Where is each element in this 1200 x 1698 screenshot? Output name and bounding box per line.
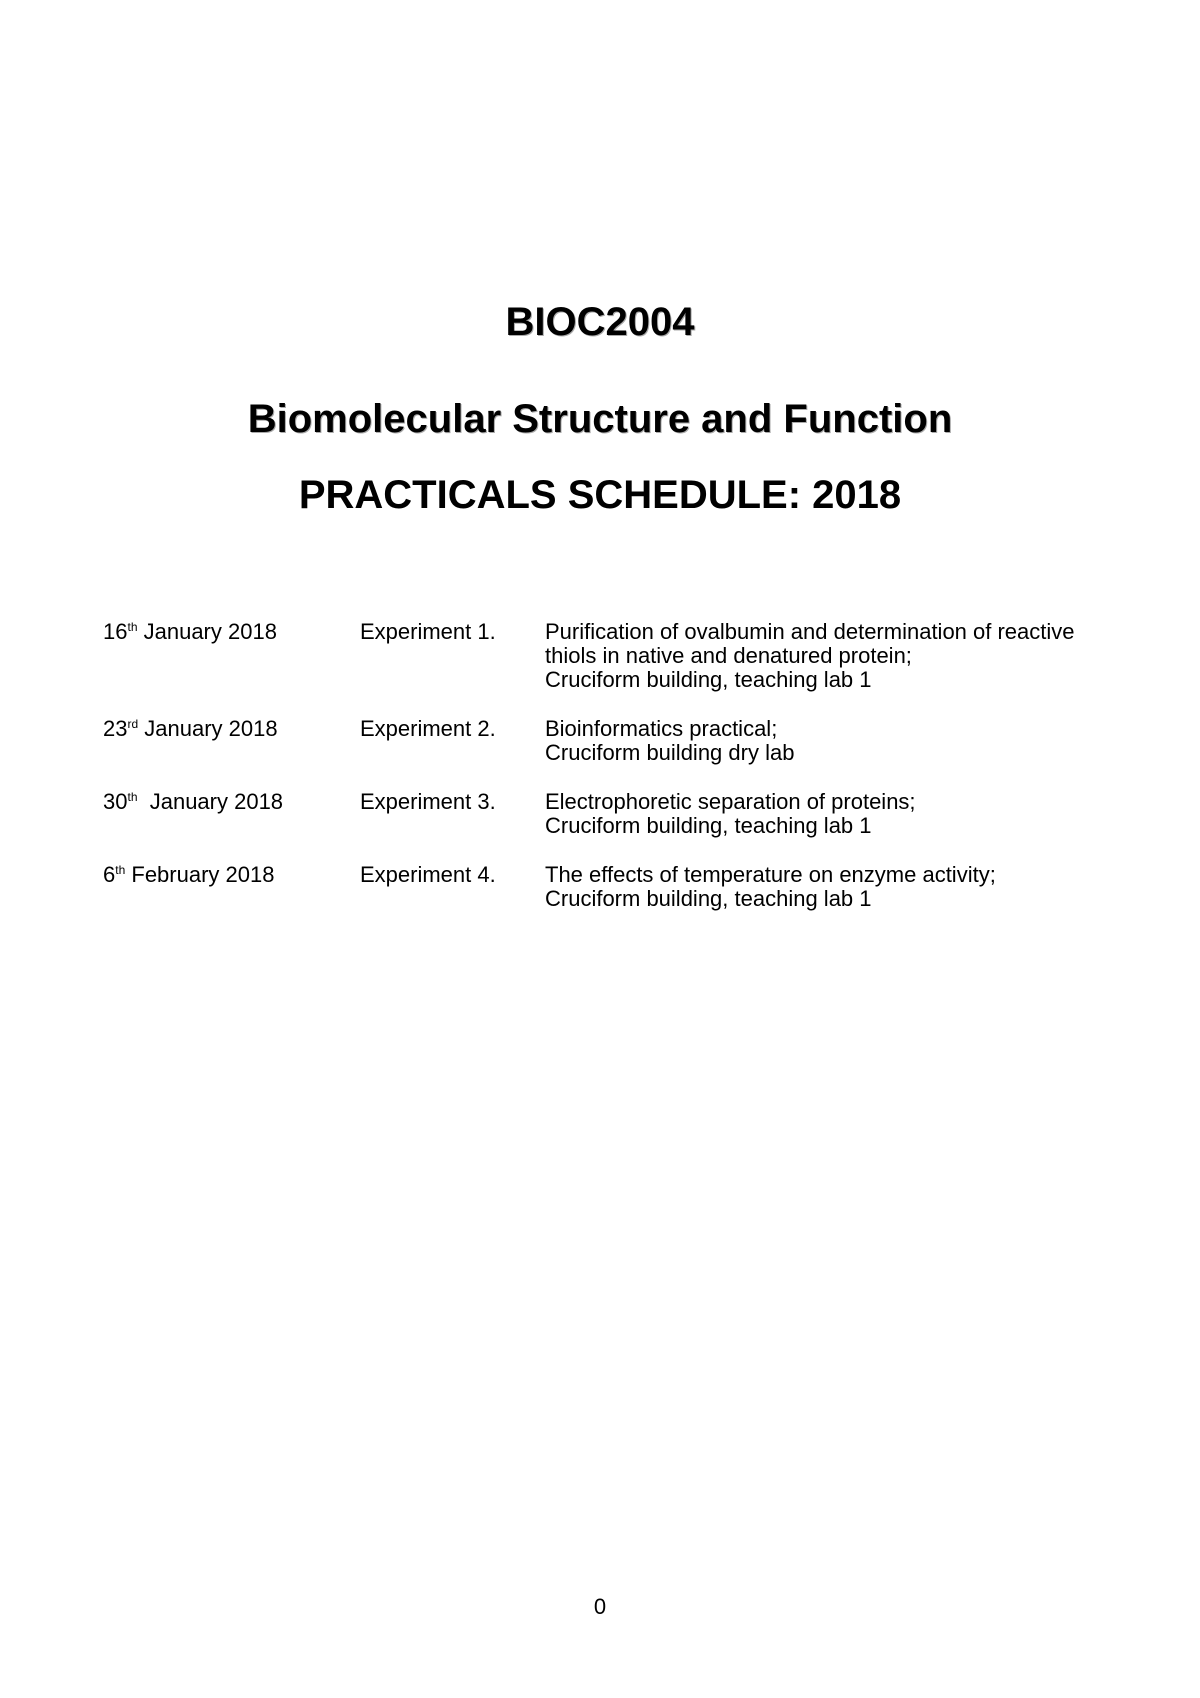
schedule-date: 6th February 2018 bbox=[103, 862, 275, 887]
experiment-description: The effects of temperature on enzyme activity; Cruciform building, teaching lab 1 bbox=[545, 862, 996, 911]
experiment-label: Experiment 2. bbox=[360, 716, 496, 741]
experiment-label: Experiment 4. bbox=[360, 862, 496, 887]
experiment-description: Purification of ovalbumin and determination of reactive thiols in native and denatured protein; Cruciform building, teaching lab 1 bbox=[545, 619, 1075, 692]
course-code: BIOC2004 bbox=[505, 300, 695, 344]
course-name: Biomolecular Structure and Function bbox=[247, 397, 953, 441]
page-number: 0 bbox=[593, 1594, 607, 1619]
experiment-description: Bioinformatics practical; Cruciform building dry lab bbox=[545, 716, 795, 765]
experiment-label: Experiment 1. bbox=[360, 619, 496, 644]
schedule-date: 16th January 2018 bbox=[103, 619, 277, 644]
experiment-label: Experiment 3. bbox=[360, 789, 496, 814]
schedule-date: 23rd January 2018 bbox=[103, 716, 278, 741]
schedule-heading: PRACTICALS SCHEDULE: 2018 bbox=[298, 473, 902, 517]
experiment-description: Electrophoretic separation of proteins; Cruciform building, teaching lab 1 bbox=[545, 789, 916, 838]
schedule-date: 30th January 2018 bbox=[103, 789, 284, 814]
